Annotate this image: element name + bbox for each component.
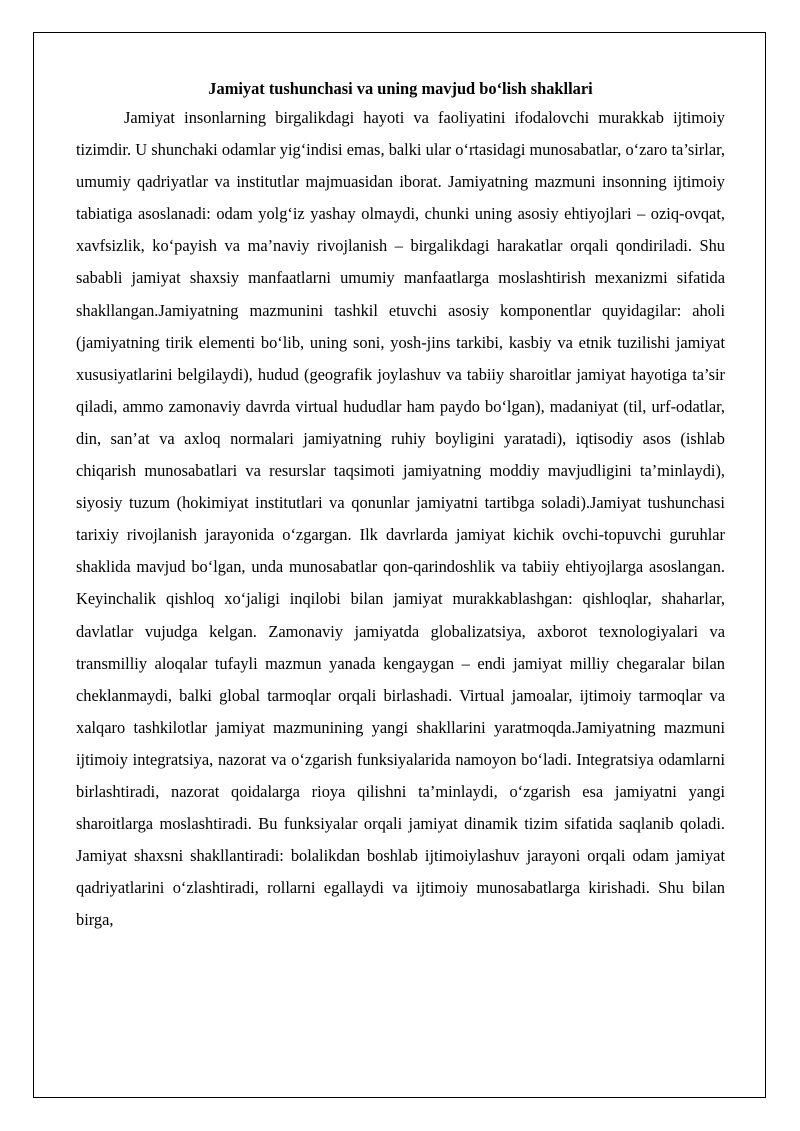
document-content (76, 76, 725, 936)
document-body-paragraph: Jamiyat insonlarning birgalikdagi hayoti va faoliyatini ifodalovchi murakkab ijtimoiy tizimdir. U shunchaki odamlar yig‘indisi emas, balki ular o‘rtasidagi munosabatlar, o‘zaro ta’sirlar, umumiy qadriyatlar va institutlar majmuasidan iborat. Jamiyatning mazmuni insonning ijtimoiy tabiatiga asoslanadi: odam yolg‘iz yashay olmaydi, chunki uning asosiy ehtiyojlari – oziq-ovqat, xavfsizlik, ko‘payish va ma’naviy rivojlanish – birgalikdagi harakatlar orqali qondiriladi. Shu sababli jamiyat shaxsiy manfaatlarni umumiy manfaatlarga moslashtirish mexanizmi sifatida shakllangan.Jamiyatning mazmunini tashkil etuvchi asosiy komponentlar quyidagilar: aholi (jamiyatning tirik elementi bo‘lib, uning soni, yosh-jins tarkibi, kasbiy va etnik tuzilishi jamiyat xususiyatlarini belgilaydi), hudud (geografik joylashuv va tabiiy sharoitlar jamiyat hayotiga ta’sir qiladi, ammo zamonaviy davrda virtual hududlar ham paydo bo‘lgan), madaniyat (til, urf-odatlar, din, san’at va axloq normalari jamiyatning ruhiy boyligini yaratadi), iqtisodiy asos (ishlab chiqarish munosabatlari va resurslar taqsimoti jamiyatning moddiy mavjudligini ta’minlaydi), siyosiy tuzum (hokimiyat institutlari va qonunlar jamiyatni tartibga soladi).Jamiyat tushunchasi tarixiy rivojlanish jarayonida o‘zgargan. Ilk davrlarda jamiyat kichik ovchi-topuvchi guruhlar shaklida mavjud bo‘lgan, unda munosabatlar qon-qarindoshlik va tabiiy ehtiyojlarga asoslangan. Keyinchalik qishloq xo‘jaligi inqilobi bilan jamiyat murakkablashgan: qishloqlar, shaharlar, davlatlar vujudga kelgan. Zamonaviy jamiyatda globalizatsiya, axborot texnologiyalari va transmilliy aloqalar tufayli mazmun yanada kengaygan – endi jamiyat milliy chegaralar bilan cheklanmaydi, balki global tarmoqlar orqali birlashadi. Virtual jamoalar, ijtimoiy tarmoqlar va xalqaro tashkilotlar jamiyat mazmunining yangi shakllarini yaratmoqda.Jamiyatning mazmuni ijtimoiy integratsiya, nazorat va o‘zgarish funksiyalarida namoyon bo‘ladi. Integratsiya odamlarni birlashtiradi, nazorat qoidalarga rioya qilishni ta’minlaydi, o‘zgarish esa jamiyatni yangi sharoitlarga moslashtiradi. Bu funksiyalar orqali jamiyat dinamik tizim sifatida saqlanib qoladi. Jamiyat shaxsni shakllantiradi: bolalikdan boshlab ijtimoiylashuv jarayoni orqali odam jamiyat qadriyatlarini o‘zlashtiradi, rollarni egallaydi va ijtimoiy munosabatlarga kirishadi. Shu bilan birga, (76, 108, 725, 930)
document-title: Jamiyat tushunchasi va uning mavjud bo‘lish shakllari (208, 79, 593, 98)
